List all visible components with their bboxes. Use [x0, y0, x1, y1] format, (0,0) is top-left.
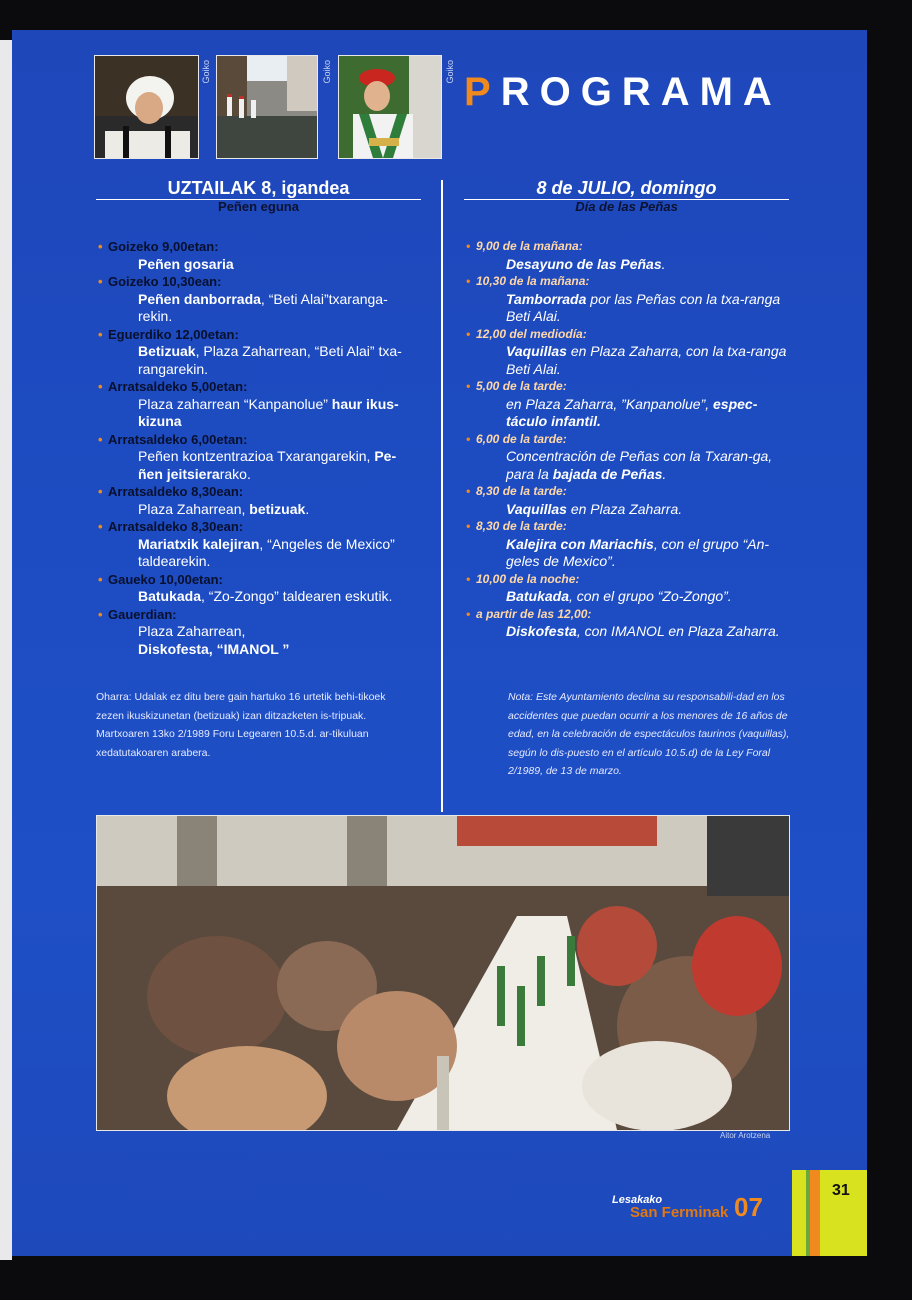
page-number: 31	[832, 1182, 850, 1199]
photo-credit-1: Goiko	[201, 60, 211, 84]
list-item: • Arratsaldeko 8,30ean: Mariatxik kalejiran, “Angeles de Mexico” taldearekin.	[96, 518, 421, 571]
list-item: • 6,00 de la tarde: Concentración de Peñas con la Txaran-ga, para la bajada de Peñas.	[464, 431, 789, 484]
subheading-basque: Peñen eguna	[218, 199, 299, 214]
subheading-spanish: Día de las Peñas	[575, 199, 678, 214]
color-stripes	[792, 1170, 867, 1256]
magazine-page	[12, 30, 867, 1256]
list-item: • Goizeko 10,30ean: Peñen danborrada, “Beti Alai”txaranga-rekin.	[96, 273, 421, 326]
program-spanish	[464, 178, 789, 641]
magazine-brand: Lesakako San Ferminak 07	[612, 1192, 763, 1222]
list-item: • 10,30 de la mañana: Tamborrada por las Peñas con la txa-ranga Beti Alai.	[464, 273, 789, 326]
photo-credit-3: Goiko	[445, 60, 455, 84]
list-item: • Goizeko 9,00etan: Peñen gosaria	[96, 238, 421, 273]
note-basque: Oharra: Udalak ez ditu bere gain hartuko 16 urtetik behi-tikoek zezen ikuskizunetan (betizuak) izan ditzazketen is-tripuak. Martxoaren 13ko 2/1989 Foru Legearen 10.5.d. ar-tikuluan xedatutakoaren arabera.	[96, 691, 386, 759]
page-edge	[0, 40, 12, 1260]
photo-credit-big: Aitor Arotzena	[720, 1131, 771, 1140]
photo-group-dinner	[96, 815, 790, 1131]
list-item: • a partir de las 12,00: Diskofesta, con IMANOL en Plaza Zaharra.	[464, 606, 789, 641]
list-item: • 8,30 de la tarde: Vaquillas en Plaza Zaharra.	[464, 483, 789, 518]
page-title: PROGRAMA	[464, 70, 782, 114]
photo-man-red-beret	[338, 55, 442, 159]
list-item: • 12,00 del mediodía: Vaquillas en Plaza Zaharra, con la txa-ranga Beti Alai.	[464, 326, 789, 379]
note-spanish: Nota: Este Ayuntamiento declina su responsabili-dad en los accidentes que puedan ocurrir a los menores de 16 años de edad, en la celebración de espectáculos taurinos (vaquillas), según lo dis-puesto en el artículo 10.5.d) de la Ley Foral 2/1989, de 13 de marzo.	[508, 691, 790, 777]
column-divider	[441, 180, 443, 812]
list-item: • 10,00 de la noche: Batukada, con el grupo “Zo-Zongo”.	[464, 571, 789, 606]
list-item: • Arratsaldeko 8,30ean: Plaza Zaharrean, betizuak.	[96, 483, 421, 518]
list-item: • 9,00 de la mañana: Desayuno de las Peñas.	[464, 238, 789, 273]
list-item: • 8,30 de la tarde: Kalejira con Mariachis, con el grupo “An-geles de Mexico”.	[464, 518, 789, 571]
list-item: • Gaueko 10,00etan: Batukada, “Zo-Zongo” taldearen eskutik.	[96, 571, 421, 606]
heading-spanish: 8 de JULIO, domingo	[464, 178, 789, 200]
photo-dancers-street	[216, 55, 318, 159]
photo-credit-2: Goiko	[322, 60, 332, 84]
list-item: • Arratsaldeko 5,00etan: Plaza zaharrean “Kanpanolue” haur ikus-kizuna	[96, 378, 421, 431]
heading-basque: UZTAILAK 8, igandea	[96, 178, 421, 200]
list-item: • Gauerdian: Plaza Zaharrean, Diskofesta, “IMANOL ”	[96, 606, 421, 659]
list-item: • 5,00 de la tarde: en Plaza Zaharra, ”Kanpanolue”, espec-táculo infantil.	[464, 378, 789, 431]
list-item: • Eguerdiko 12,00etan: Betizuak, Plaza Zaharrean, “Beti Alai” txa-rangarekin.	[96, 326, 421, 379]
photo-girl-white-scarf	[94, 55, 199, 159]
list-item: • Arratsaldeko 6,00etan: Peñen kontzentrazioa Txarangarekin, Pe-ñen jeitsierarako.	[96, 431, 421, 484]
program-basque	[96, 178, 421, 658]
